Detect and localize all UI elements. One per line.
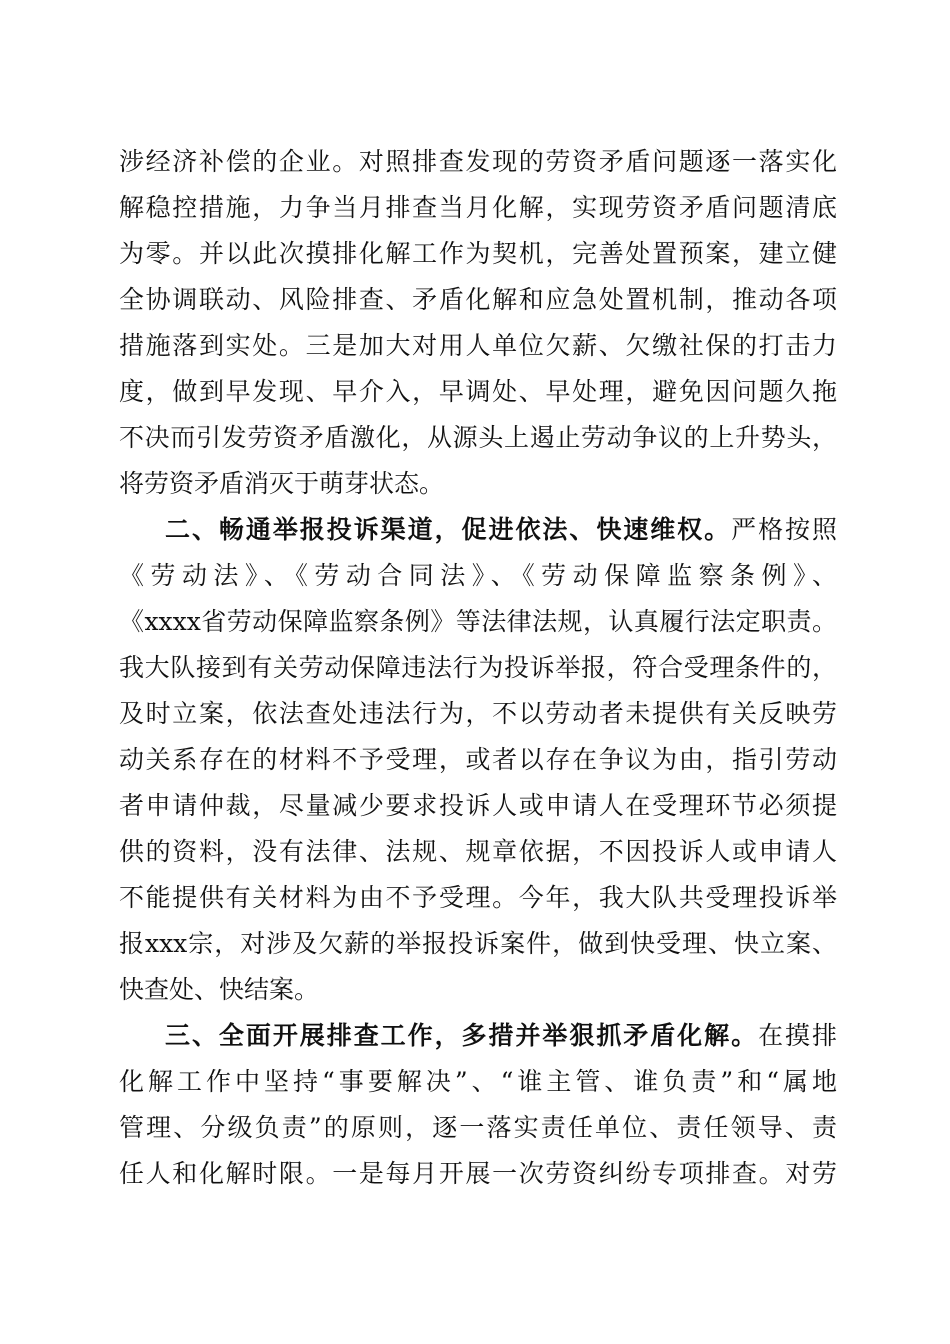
- text-line: [119, 553, 837, 599]
- text-line: [119, 369, 837, 415]
- section-heading: 三、全面开展排查工作，多措并举狠抓矛盾化解。: [165, 1021, 759, 1050]
- section-heading: 二、畅通举报投诉渠道，促进依法、快速维权。: [165, 515, 732, 544]
- line-text: 报xxx宗，对涉及欠薪的举报投诉案件，做到快受理、快立案、: [119, 929, 837, 958]
- text-line: [119, 139, 837, 185]
- text-line: [119, 645, 837, 691]
- text-line: [119, 1151, 837, 1197]
- line-text: 措施落到实处。三是加大对用人单位欠薪、欠缴社保的打击力: [119, 331, 837, 360]
- line-text: 不能提供有关材料为由不予受理。今年，我大队共受理投诉举: [119, 883, 837, 912]
- line-text: 涉经济补偿的企业。对照排查发现的劳资矛盾问题逐一落实化: [119, 147, 837, 176]
- line-text: 《劳动法》、《劳动合同法》、《劳动保障监察条例》、: [119, 561, 837, 590]
- line-text: 者申请仲裁，尽量减少要求投诉人或申请人在受理环节必须提: [119, 791, 837, 820]
- text-line: [119, 231, 837, 277]
- line-text: 为零。并以此次摸排化解工作为契机，完善处置预案，建立健: [119, 239, 837, 268]
- document-body: [119, 139, 837, 1197]
- line-text: 不决而引发劳资矛盾激化，从源头上遏止劳动争议的上升势头，: [119, 423, 837, 452]
- text-line: [119, 277, 837, 323]
- line-text: 任人和化解时限。一是每月开展一次劳资纠纷专项排查。对劳: [119, 1159, 837, 1188]
- line-text: 快查处、快结案。: [119, 975, 320, 1004]
- text-line: [119, 691, 837, 737]
- line-text: 化解工作中坚持“事要解决”、“谁主管、谁负责”和“属地: [119, 1067, 837, 1096]
- text-line: [119, 921, 837, 967]
- line-text: 度，做到早发现、早介入，早调处、早处理，避免因问题久拖: [119, 377, 837, 406]
- text-line: [119, 461, 837, 507]
- text-line: [119, 415, 837, 461]
- text-line: [119, 323, 837, 369]
- text-line: [119, 737, 837, 783]
- line-text: 管理、分级负责”的原则，逐一落实责任单位、责任领导、责: [119, 1113, 837, 1142]
- section-heading-line: [119, 1013, 837, 1059]
- line-text: 严格按照: [731, 515, 837, 544]
- line-text: 解稳控措施，力争当月排查当月化解，实现劳资矛盾问题清底: [119, 193, 837, 222]
- line-text: 动关系存在的材料不予受理，或者以存在争议为由，指引劳动: [119, 745, 837, 774]
- line-text: 及时立案，依法查处违法行为，不以劳动者未提供有关反映劳: [119, 699, 837, 728]
- line-text: 全协调联动、风险排查、矛盾化解和应急处置机制，推动各项: [119, 285, 837, 314]
- text-line: [119, 1105, 837, 1151]
- line-text: 《xxxx省劳动保障监察条例》等法律法规，认真履行法定职责。: [119, 607, 837, 636]
- text-line: [119, 829, 837, 875]
- text-line: [119, 967, 837, 1013]
- line-text: 我大队接到有关劳动保障违法行为投诉举报，符合受理条件的，: [119, 653, 837, 682]
- text-line: [119, 1059, 837, 1105]
- line-text: 将劳资矛盾消灭于萌芽状态。: [119, 469, 445, 498]
- line-text: 供的资料，没有法律、法规、规章依据，不因投诉人或申请人: [119, 837, 837, 866]
- text-line: [119, 599, 837, 645]
- text-line: [119, 875, 837, 921]
- line-text: 在摸排: [758, 1021, 837, 1050]
- section-heading-line: [119, 507, 837, 553]
- text-line: [119, 783, 837, 829]
- text-line: [119, 185, 837, 231]
